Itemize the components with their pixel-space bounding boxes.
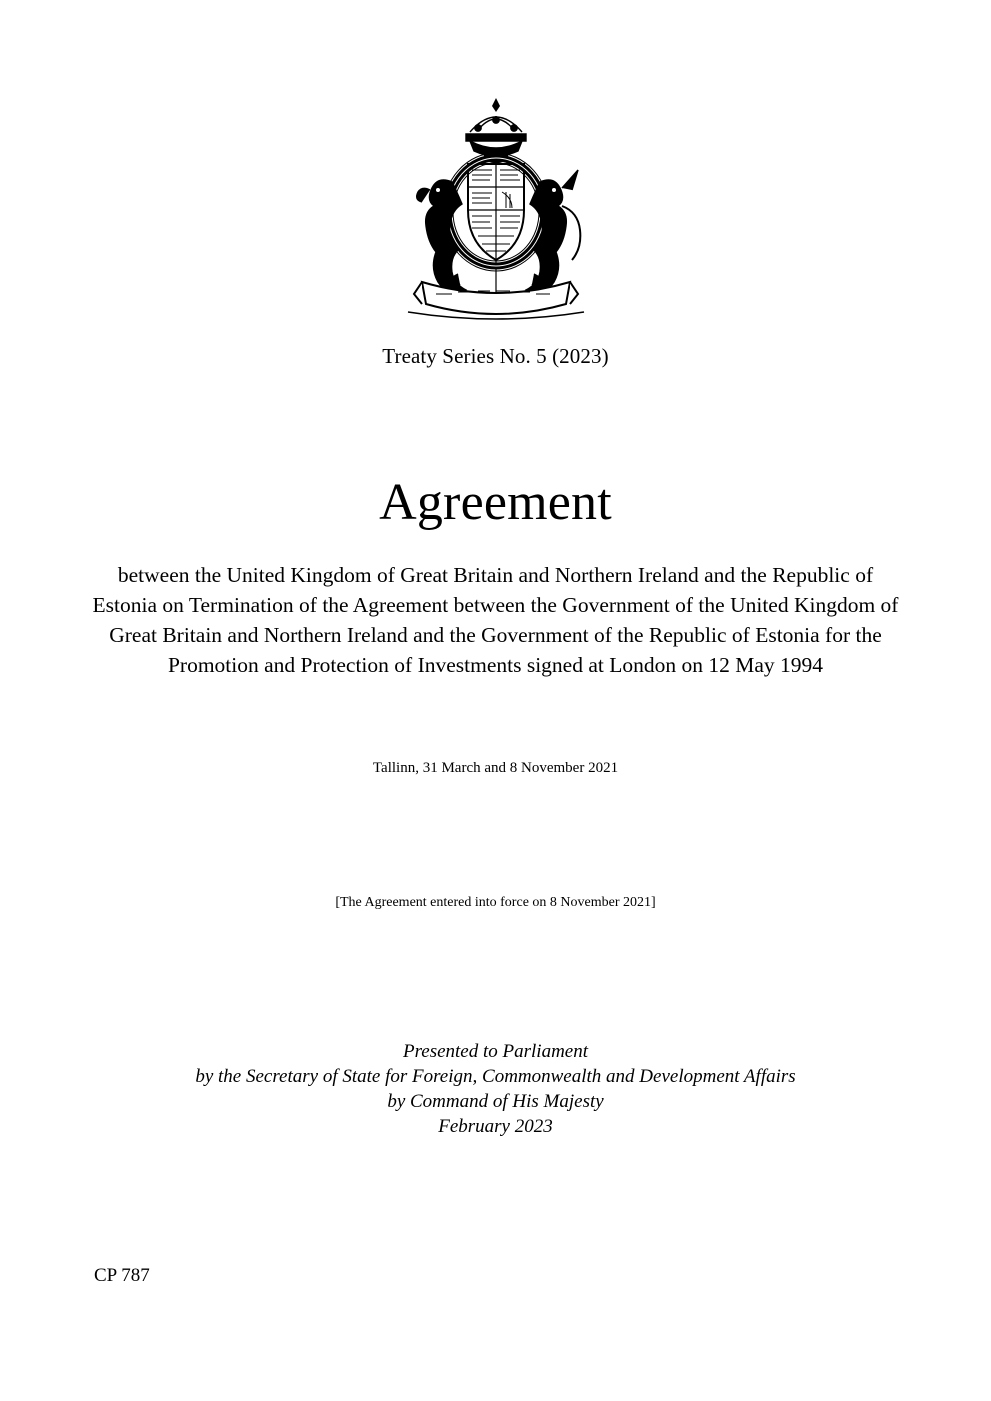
presentation-block <box>90 911 901 1139</box>
page-title: Agreement <box>379 474 612 531</box>
uk-royal-coat-of-arms-icon <box>366 86 626 328</box>
treaty-series-line: Treaty Series No. 5 (2023) <box>382 344 609 368</box>
entry-into-force-note: [The Agreement entered into force on 8 November 2021] <box>335 895 656 910</box>
document-subtitle: between the United Kingdom of Great Britain and Northern Ireland and the Republic of Estonia on Termination of the Agreement between the Government of the United Kingdom of Great Britain and Northern Ireland and the Government of the Republic of Estonia for the Promotion and Protection of Investments signed at London on 12 May 1994 <box>92 563 899 677</box>
place-and-dates: Tallinn, 31 March and 8 November 2021 <box>372 760 619 776</box>
presented-line-1: Presented to Parliament <box>402 1041 589 1062</box>
coat-of-arms-container <box>90 0 901 328</box>
cp-number: CP 787 <box>94 1265 150 1286</box>
presented-line-4: February 2023 <box>438 1116 553 1137</box>
presented-line-2: by the Secretary of State for Foreign, Commonwealth and Development Affairs <box>195 1066 796 1087</box>
presented-line-3: by Command of His Majesty <box>387 1091 604 1112</box>
